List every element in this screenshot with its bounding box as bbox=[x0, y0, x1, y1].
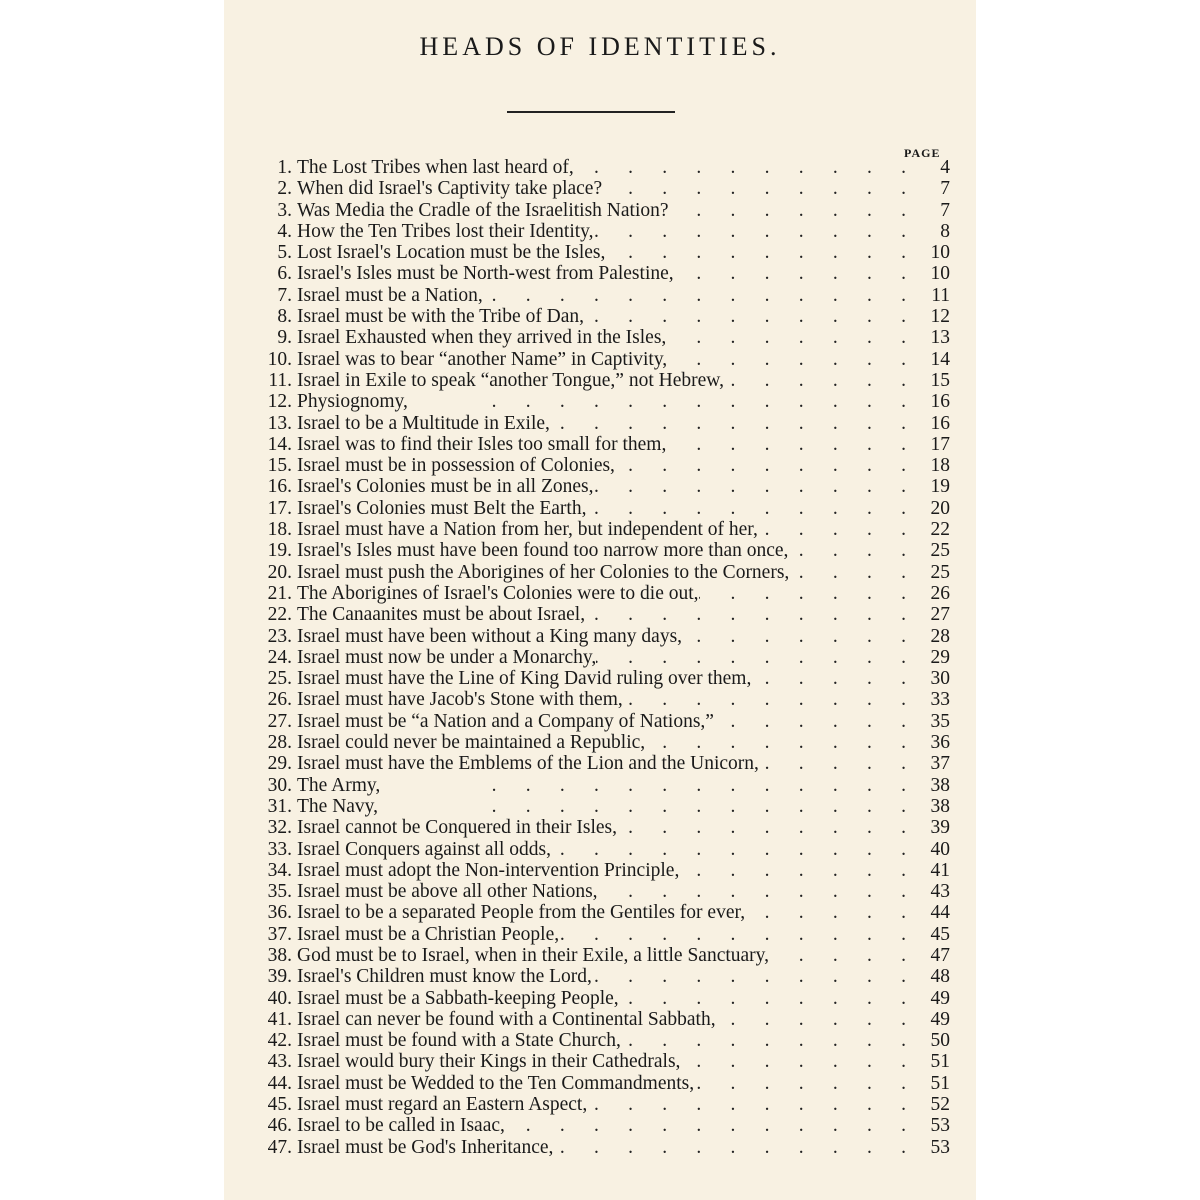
contents-entry bbox=[240, 924, 950, 945]
entry-page: 51 bbox=[930, 1072, 950, 1094]
entry-title: Israel must regard an Eastern Aspect, bbox=[297, 1094, 588, 1116]
entry-title: Israel's Colonies must be in all Zones, bbox=[297, 476, 594, 498]
entry-number: 12. bbox=[267, 391, 292, 413]
dot-leader bbox=[674, 263, 906, 285]
entry-page: 51 bbox=[930, 1051, 950, 1073]
entry-page: 18 bbox=[930, 455, 950, 477]
contents-entry bbox=[240, 647, 950, 668]
dot-leader bbox=[745, 902, 906, 924]
contents-entry bbox=[240, 966, 950, 987]
entry-number: 3. bbox=[277, 199, 292, 221]
entry-page: 4 bbox=[940, 157, 950, 178]
entry-page: 36 bbox=[930, 732, 950, 754]
contents-entry bbox=[240, 902, 950, 923]
dot-leader bbox=[559, 924, 906, 946]
entry-number: 45. bbox=[267, 1094, 292, 1116]
contents-entry bbox=[240, 626, 950, 647]
dot-leader bbox=[598, 881, 906, 903]
contents-entry bbox=[240, 263, 950, 284]
dot-leader bbox=[682, 626, 906, 648]
dot-leader bbox=[574, 157, 906, 179]
dot-leader bbox=[645, 732, 906, 754]
contents-entry bbox=[240, 860, 950, 881]
contents-entry bbox=[240, 817, 950, 838]
entry-page: 50 bbox=[930, 1030, 950, 1052]
entry-title: Israel in Exile to speak “another Tongue,” not Hebrew, bbox=[297, 369, 724, 391]
dot-leader bbox=[586, 498, 906, 520]
contents-entry bbox=[240, 498, 950, 519]
entry-title: Israel must adopt the Non-intervention Principle, bbox=[297, 859, 680, 881]
dot-leader bbox=[680, 1051, 906, 1073]
entry-title: Israel was to bear “another Name” in Captivity, bbox=[297, 348, 668, 370]
entry-page: 49 bbox=[930, 987, 950, 1009]
contents-entry bbox=[240, 562, 950, 583]
entry-number: 19. bbox=[267, 540, 292, 562]
dot-leader bbox=[666, 434, 906, 456]
contents-entry bbox=[240, 604, 950, 625]
entry-number: 11. bbox=[268, 369, 292, 391]
contents-entry bbox=[240, 434, 950, 455]
dot-leader bbox=[759, 753, 906, 775]
dot-leader bbox=[605, 242, 906, 264]
entry-title: Was Media the Cradle of the Israelitish Nation? bbox=[297, 199, 669, 221]
contents-entry bbox=[240, 540, 950, 561]
contents-entry bbox=[240, 583, 950, 604]
page-column-header: PAGE bbox=[904, 146, 941, 160]
entry-number: 1. bbox=[277, 157, 292, 178]
contents-entry bbox=[240, 455, 950, 476]
entry-title: When did Israel's Captivity take place? bbox=[297, 178, 603, 200]
contents-entry bbox=[240, 285, 950, 306]
entry-title: God must be to Israel, when in their Exile, a little Sanctuary, bbox=[297, 944, 770, 966]
dot-leader bbox=[699, 583, 906, 605]
entry-page: 39 bbox=[930, 817, 950, 839]
entry-title: How the Ten Tribes lost their Identity, bbox=[297, 220, 594, 242]
entry-number: 41. bbox=[267, 1008, 292, 1030]
contents-entry bbox=[240, 1115, 950, 1136]
dot-leader bbox=[769, 945, 906, 967]
contents-entry bbox=[240, 1073, 950, 1094]
entry-title: Israel's Children must know the Lord, bbox=[297, 966, 592, 988]
entry-number: 38. bbox=[267, 944, 292, 966]
entry-title: Israel must be a Sabbath-keeping People, bbox=[297, 987, 619, 1009]
dot-leader bbox=[551, 839, 906, 861]
entry-title: Israel must be found with a State Church, bbox=[297, 1030, 621, 1052]
contents-entry bbox=[240, 413, 950, 434]
contents-list bbox=[240, 157, 950, 1158]
dot-leader bbox=[505, 1115, 906, 1137]
entry-page: 41 bbox=[930, 859, 950, 881]
dot-leader bbox=[751, 668, 906, 690]
entry-number: 10. bbox=[267, 348, 292, 370]
entry-page: 48 bbox=[930, 966, 950, 988]
entry-number: 14. bbox=[267, 433, 292, 455]
entry-title: Israel could never be maintained a Republic, bbox=[297, 732, 646, 754]
entry-title: Physiognomy, bbox=[297, 391, 408, 413]
entry-page: 10 bbox=[930, 242, 950, 264]
entry-number: 42. bbox=[267, 1030, 292, 1052]
dot-leader bbox=[679, 860, 906, 882]
contents-entry bbox=[240, 349, 950, 370]
contents-entry bbox=[240, 689, 950, 710]
entry-number: 22. bbox=[267, 604, 292, 626]
entry-number: 9. bbox=[277, 327, 292, 349]
entry-page: 28 bbox=[930, 625, 950, 647]
entry-title: Israel must be a Nation, bbox=[297, 284, 483, 306]
dot-leader bbox=[789, 562, 906, 584]
entry-title: Israel must be with the Tribe of Dan, bbox=[297, 306, 585, 328]
dot-leader bbox=[553, 1137, 906, 1159]
contents-entry bbox=[240, 945, 950, 966]
entry-page: 26 bbox=[930, 582, 950, 604]
dot-leader bbox=[667, 349, 906, 371]
entry-title: Israel's Isles must be North-west from Palestine, bbox=[297, 263, 674, 285]
dot-leader bbox=[621, 1030, 906, 1052]
entry-title: The Canaanites must be about Israel, bbox=[297, 604, 586, 626]
entry-title: Lost Israel's Location must be the Isles, bbox=[297, 242, 606, 264]
entry-page: 16 bbox=[930, 391, 950, 413]
contents-entry bbox=[240, 519, 950, 540]
dot-leader bbox=[585, 604, 906, 626]
dot-leader bbox=[623, 689, 906, 711]
dot-leader bbox=[669, 200, 906, 222]
dot-leader bbox=[378, 796, 906, 818]
entry-number: 35. bbox=[267, 881, 292, 903]
dot-leader bbox=[694, 1073, 906, 1095]
entry-number: 44. bbox=[267, 1072, 292, 1094]
entry-title: Israel must have a Nation from her, but independent of her, bbox=[297, 519, 758, 541]
entry-page: 7 bbox=[940, 199, 950, 221]
entry-title: Israel must be a Christian People, bbox=[297, 923, 560, 945]
entry-title: Israel must be in possession of Colonies, bbox=[297, 455, 615, 477]
dot-leader bbox=[550, 413, 906, 435]
entry-number: 25. bbox=[267, 668, 292, 690]
page-title: HEADS OF IDENTITIES. bbox=[419, 32, 781, 61]
entry-title: Israel must push the Aborigines of her Colonies to the Corners, bbox=[297, 561, 790, 583]
entry-page: 52 bbox=[930, 1094, 950, 1116]
contents-entry bbox=[240, 753, 950, 774]
entry-number: 28. bbox=[267, 732, 292, 754]
entry-title: The Aborigines of Israel's Colonies were to die out, bbox=[297, 582, 699, 604]
entry-number: 15. bbox=[267, 455, 292, 477]
title-divider bbox=[507, 111, 675, 113]
entry-number: 6. bbox=[277, 263, 292, 285]
entry-page: 30 bbox=[930, 668, 950, 690]
contents-entry bbox=[240, 668, 950, 689]
entry-number: 37. bbox=[267, 923, 292, 945]
entry-page: 8 bbox=[940, 220, 950, 242]
contents-entry bbox=[240, 221, 950, 242]
contents-entry bbox=[240, 1137, 950, 1158]
dot-leader bbox=[716, 1009, 906, 1031]
contents-entry bbox=[240, 178, 950, 199]
entry-title: Israel to be a Multitude in Exile, bbox=[297, 412, 550, 434]
entry-number: 17. bbox=[267, 497, 292, 519]
entry-page: 22 bbox=[930, 519, 950, 541]
entry-number: 34. bbox=[267, 859, 292, 881]
entry-page: 40 bbox=[930, 838, 950, 860]
entry-title: Israel Conquers against all odds, bbox=[297, 838, 551, 860]
contents-entry bbox=[240, 1051, 950, 1072]
dot-leader bbox=[758, 519, 906, 541]
dot-leader bbox=[592, 966, 906, 988]
entry-title: Israel was to find their Isles too small for them, bbox=[297, 433, 667, 455]
entry-number: 30. bbox=[267, 774, 292, 796]
dot-leader bbox=[788, 540, 906, 562]
entry-number: 31. bbox=[267, 795, 292, 817]
entry-page: 38 bbox=[930, 774, 950, 796]
dot-leader bbox=[617, 817, 906, 839]
entry-title: Israel must now be under a Monarchy, bbox=[297, 646, 597, 668]
entry-number: 24. bbox=[267, 646, 292, 668]
entry-number: 4. bbox=[277, 220, 292, 242]
entry-number: 2. bbox=[277, 178, 292, 200]
entry-page: 20 bbox=[930, 497, 950, 519]
dot-leader bbox=[380, 775, 906, 797]
entry-title: The Army, bbox=[297, 774, 381, 796]
entry-page: 29 bbox=[930, 646, 950, 668]
entry-title: Israel must be Wedded to the Ten Commandments, bbox=[297, 1072, 695, 1094]
dot-leader bbox=[584, 306, 906, 328]
contents-entry bbox=[240, 1009, 950, 1030]
entry-page: 12 bbox=[930, 306, 950, 328]
entry-page: 45 bbox=[930, 923, 950, 945]
entry-page: 33 bbox=[930, 689, 950, 711]
contents-entry bbox=[240, 881, 950, 902]
entry-title: Israel would bury their Kings in their Cathedrals, bbox=[297, 1051, 681, 1073]
contents-entry bbox=[240, 157, 950, 178]
entry-page: 27 bbox=[930, 604, 950, 626]
contents-entry bbox=[240, 242, 950, 263]
entry-number: 33. bbox=[267, 838, 292, 860]
entry-number: 21. bbox=[267, 582, 292, 604]
contents-entry bbox=[240, 796, 950, 817]
entry-title: Israel can never be found with a Continental Sabbath, bbox=[297, 1008, 716, 1030]
entry-number: 32. bbox=[267, 817, 292, 839]
entry-number: 47. bbox=[267, 1136, 292, 1158]
dot-leader bbox=[594, 476, 906, 498]
entry-page: 16 bbox=[930, 412, 950, 434]
entry-number: 20. bbox=[267, 561, 292, 583]
entry-title: Israel to be called in Isaac, bbox=[297, 1115, 505, 1137]
entry-number: 18. bbox=[267, 519, 292, 541]
entry-page: 14 bbox=[930, 348, 950, 370]
dot-leader bbox=[666, 327, 906, 349]
entry-title: The Navy, bbox=[297, 795, 379, 817]
entry-page: 49 bbox=[930, 1008, 950, 1030]
contents-entry bbox=[240, 370, 950, 391]
contents-entry bbox=[240, 200, 950, 221]
entry-number: 27. bbox=[267, 710, 292, 732]
entry-number: 26. bbox=[267, 689, 292, 711]
entry-page: 19 bbox=[930, 476, 950, 498]
contents-entry bbox=[240, 327, 950, 348]
entry-number: 13. bbox=[267, 412, 292, 434]
entry-title: Israel must be God's Inheritance, bbox=[297, 1136, 554, 1158]
entry-page: 7 bbox=[940, 178, 950, 200]
entry-page: 25 bbox=[930, 540, 950, 562]
contents-entry bbox=[240, 732, 950, 753]
entry-page: 43 bbox=[930, 881, 950, 903]
entry-title: Israel's Isles must have been found too narrow more than once, bbox=[297, 540, 789, 562]
contents-entry bbox=[240, 391, 950, 412]
contents-entry bbox=[240, 1094, 950, 1115]
entry-number: 23. bbox=[267, 625, 292, 647]
dot-leader bbox=[596, 647, 906, 669]
entry-page: 53 bbox=[930, 1136, 950, 1158]
entry-page: 11 bbox=[931, 284, 950, 306]
contents-entry bbox=[240, 1030, 950, 1051]
entry-title: Israel cannot be Conquered in their Isles, bbox=[297, 817, 618, 839]
dot-leader bbox=[714, 711, 906, 733]
entry-page: 17 bbox=[930, 433, 950, 455]
entry-title: The Lost Tribes when last heard of, bbox=[297, 157, 574, 178]
entry-title: Israel must have Jacob's Stone with them, bbox=[297, 689, 623, 711]
contents-entry bbox=[240, 711, 950, 732]
entry-number: 29. bbox=[267, 753, 292, 775]
entry-number: 5. bbox=[277, 242, 292, 264]
entry-page: 38 bbox=[930, 795, 950, 817]
entry-page: 25 bbox=[930, 561, 950, 583]
dot-leader bbox=[587, 1094, 906, 1116]
entry-title: Israel must be above all other Nations, bbox=[297, 881, 598, 903]
entry-number: 43. bbox=[267, 1051, 292, 1073]
entry-title: Israel to be a separated People from the Gentiles for ever, bbox=[297, 902, 746, 924]
entry-page: 53 bbox=[930, 1115, 950, 1137]
contents-entry bbox=[240, 775, 950, 796]
contents-entry bbox=[240, 988, 950, 1009]
entry-page: 47 bbox=[930, 944, 950, 966]
contents-entry bbox=[240, 476, 950, 497]
dot-leader bbox=[602, 178, 906, 200]
entry-title: Israel must have been without a King many days, bbox=[297, 625, 683, 647]
entry-page: 44 bbox=[930, 902, 950, 924]
dot-leader bbox=[594, 221, 906, 243]
entry-number: 40. bbox=[267, 987, 292, 1009]
entry-title: Israel must be “a Nation and a Company of Nations,” bbox=[297, 710, 714, 732]
dot-leader bbox=[483, 285, 906, 307]
entry-title: Israel must have the Emblems of the Lion and the Unicorn, bbox=[297, 753, 759, 775]
entry-page: 10 bbox=[930, 263, 950, 285]
dot-leader bbox=[615, 455, 906, 477]
entry-number: 39. bbox=[267, 966, 292, 988]
entry-number: 46. bbox=[267, 1115, 292, 1137]
contents-entry bbox=[240, 306, 950, 327]
contents-entry bbox=[240, 839, 950, 860]
entry-page: 35 bbox=[930, 710, 950, 732]
entry-page: 15 bbox=[930, 369, 950, 391]
entry-number: 8. bbox=[277, 306, 292, 328]
entry-page: 13 bbox=[930, 327, 950, 349]
entry-title: Israel Exhausted when they arrived in the Isles, bbox=[297, 327, 667, 349]
entry-page: 37 bbox=[930, 753, 950, 775]
entry-title: Israel's Colonies must Belt the Earth, bbox=[297, 497, 587, 519]
entry-number: 7. bbox=[277, 284, 292, 306]
dot-leader bbox=[408, 391, 906, 413]
entry-number: 36. bbox=[267, 902, 292, 924]
dot-leader bbox=[619, 988, 906, 1010]
dot-leader bbox=[724, 370, 906, 392]
entry-number: 16. bbox=[267, 476, 292, 498]
entry-title: Israel must have the Line of King David ruling over them, bbox=[297, 668, 752, 690]
